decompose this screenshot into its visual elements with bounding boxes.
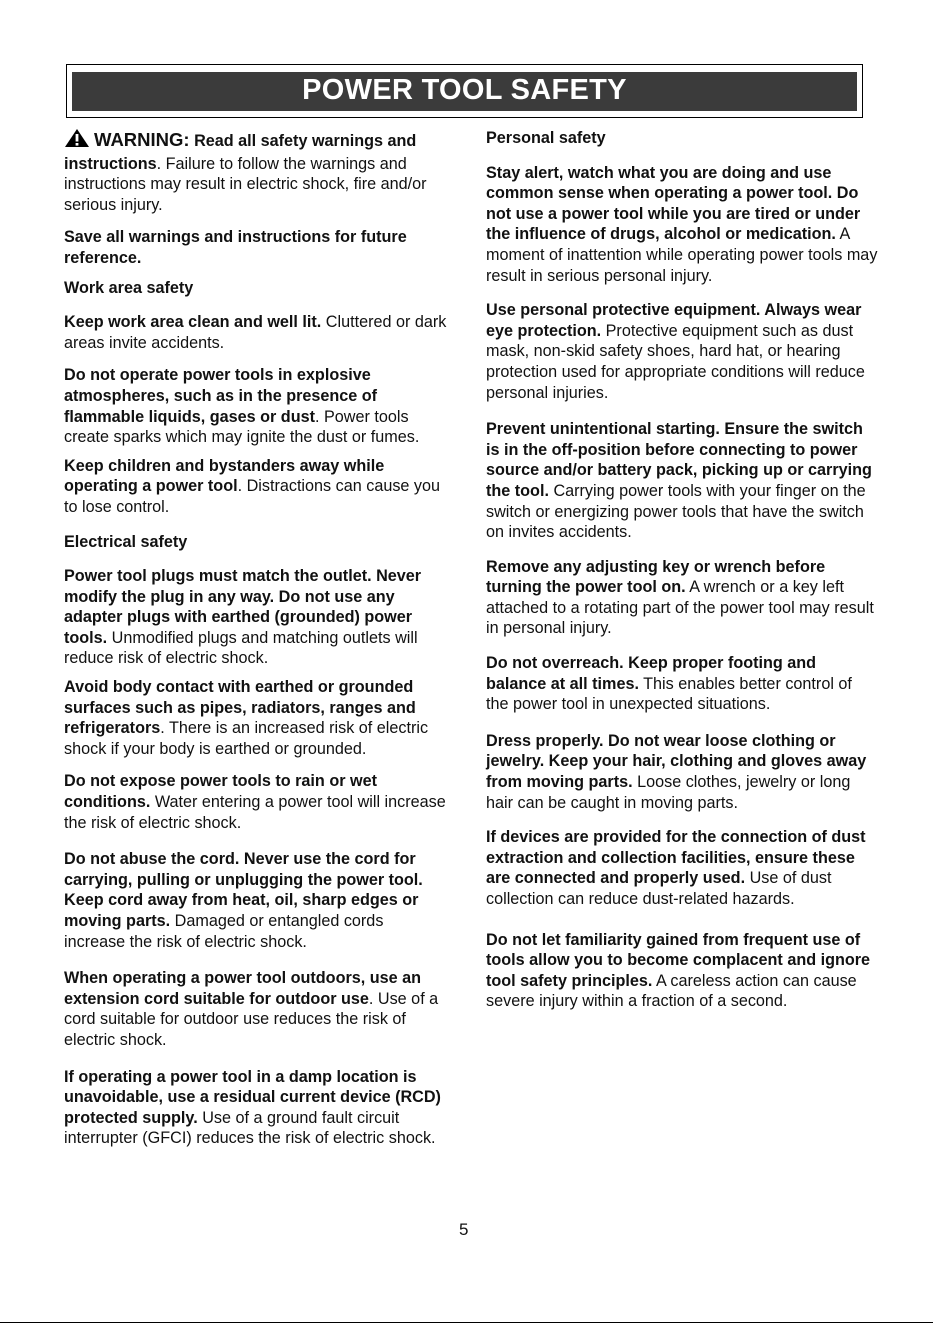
- left-column: [64, 128, 449, 1149]
- personal-item: Dress properly. Do not wear loose clothing or jewelry. Keep your hair, clothing and gloves away from moving parts. Loose clothes, jewelry or long hair can be caught in moving parts.: [486, 731, 867, 812]
- warning-triangle-icon: [64, 128, 90, 154]
- personal-item: Do not overreach. Keep proper footing and balance at all times. This enables better control of the power tool in unexpected situations.: [486, 654, 852, 714]
- electrical-item: Avoid body contact with earthed or grounded surfaces such as pipes, radiators, ranges and refrigerators. There is an increased risk of electric shock if your body is earthed or grounded.: [64, 678, 429, 758]
- warning-bold: Read all safety warnings and instructions: [64, 132, 417, 173]
- work-area-heading: Work area safety: [64, 278, 194, 297]
- electrical-heading: Electrical safety: [64, 532, 188, 551]
- personal-item: If devices are provided for the connection of dust extraction and collection facilities, ensure these are connected and properly used. Use of dust collection can reduce dust-related hazards.: [486, 828, 866, 908]
- work-area-item: Do not operate power tools in explosive atmospheres, such as in the presence of flammable liquids, gases or dust. Power tools create sparks which may ignite the dust or fumes.: [64, 366, 420, 447]
- electrical-item: Do not abuse the cord. Never use the cord for carrying, pulling or unplugging the power tool. Keep cord away from heat, oil, sharp edges or moving parts. Damaged or entangled cords increase the risk of electric shock.: [64, 850, 423, 951]
- right-column: [486, 128, 878, 1012]
- personal-item: Do not let familiarity gained from frequent use of tools allow you to become complacent and ignore tool safety principles. A careless action can cause severe injury within a fraction of a second.: [486, 930, 871, 1011]
- personal-item: Stay alert, watch what you are doing and use common sense when operating a power tool. Do not use a power tool while you are tired or under the influence of drugs, alcohol or medication. A moment of inattention while operating power tools may result in serious personal injury.: [486, 163, 878, 285]
- warning-label: WARNING:: [94, 129, 190, 150]
- warning-paragraph: [64, 128, 449, 215]
- electrical-item: Power tool plugs must match the outlet. Never modify the plug in any way. Do not use any adapter plugs with earthed (grounded) power tools. Unmodified plugs and matching outlets will reduce risk of electric shock.: [64, 567, 422, 668]
- personal-item: Remove any adjusting key or wrench before turning the power tool on. A wrench or a key left attached to a rotating part of the power tool may result in personal injury.: [486, 557, 874, 638]
- title-frame: [66, 64, 863, 118]
- electrical-item: If operating a power tool in a damp location is unavoidable, use a residual current device (RCD) protected supply. Use of a ground fault circuit interrupter (GFCI) reduces the risk of electric shock.: [64, 1067, 441, 1148]
- work-area-item: Keep children and bystanders away while operating a power tool. Distractions can cause you to lose control.: [64, 456, 441, 516]
- warning-text: . Failure to follow the warnings and instructions may result in electric shock, fire and/or serious injury.: [64, 154, 427, 214]
- personal-item: Prevent unintentional starting. Ensure the switch is in the off-position before connecting to power source and/or battery pack, picking up or carrying the tool. Carrying power tools with your finger on the switch or energizing power tools that have the switch on invites accidents.: [486, 420, 872, 542]
- work-area-item: Keep work area clean and well lit. Cluttered or dark areas invite accidents.: [64, 313, 447, 352]
- personal-heading: Personal safety: [486, 129, 606, 147]
- electrical-item: Do not expose power tools to rain or wet conditions. Water entering a power tool will increase the risk of electric shock.: [64, 772, 446, 832]
- electrical-item: When operating a power tool outdoors, use an extension cord suitable for outdoor use. Use of a cord suitable for outdoor use reduces the risk of electric shock.: [64, 969, 439, 1049]
- page-title: POWER TOOL SAFETY: [72, 72, 857, 111]
- page-number: 5: [459, 1220, 469, 1239]
- personal-item: Use personal protective equipment. Always wear eye protection. Protective equipment such as dust mask, non-skid safety shoes, hard hat, or hearing protection used for appropriate conditions will reduce personal injuries.: [486, 301, 865, 402]
- bottom-rule: [0, 1322, 933, 1323]
- save-instructions: Save all warnings and instructions for future reference.: [64, 228, 407, 267]
